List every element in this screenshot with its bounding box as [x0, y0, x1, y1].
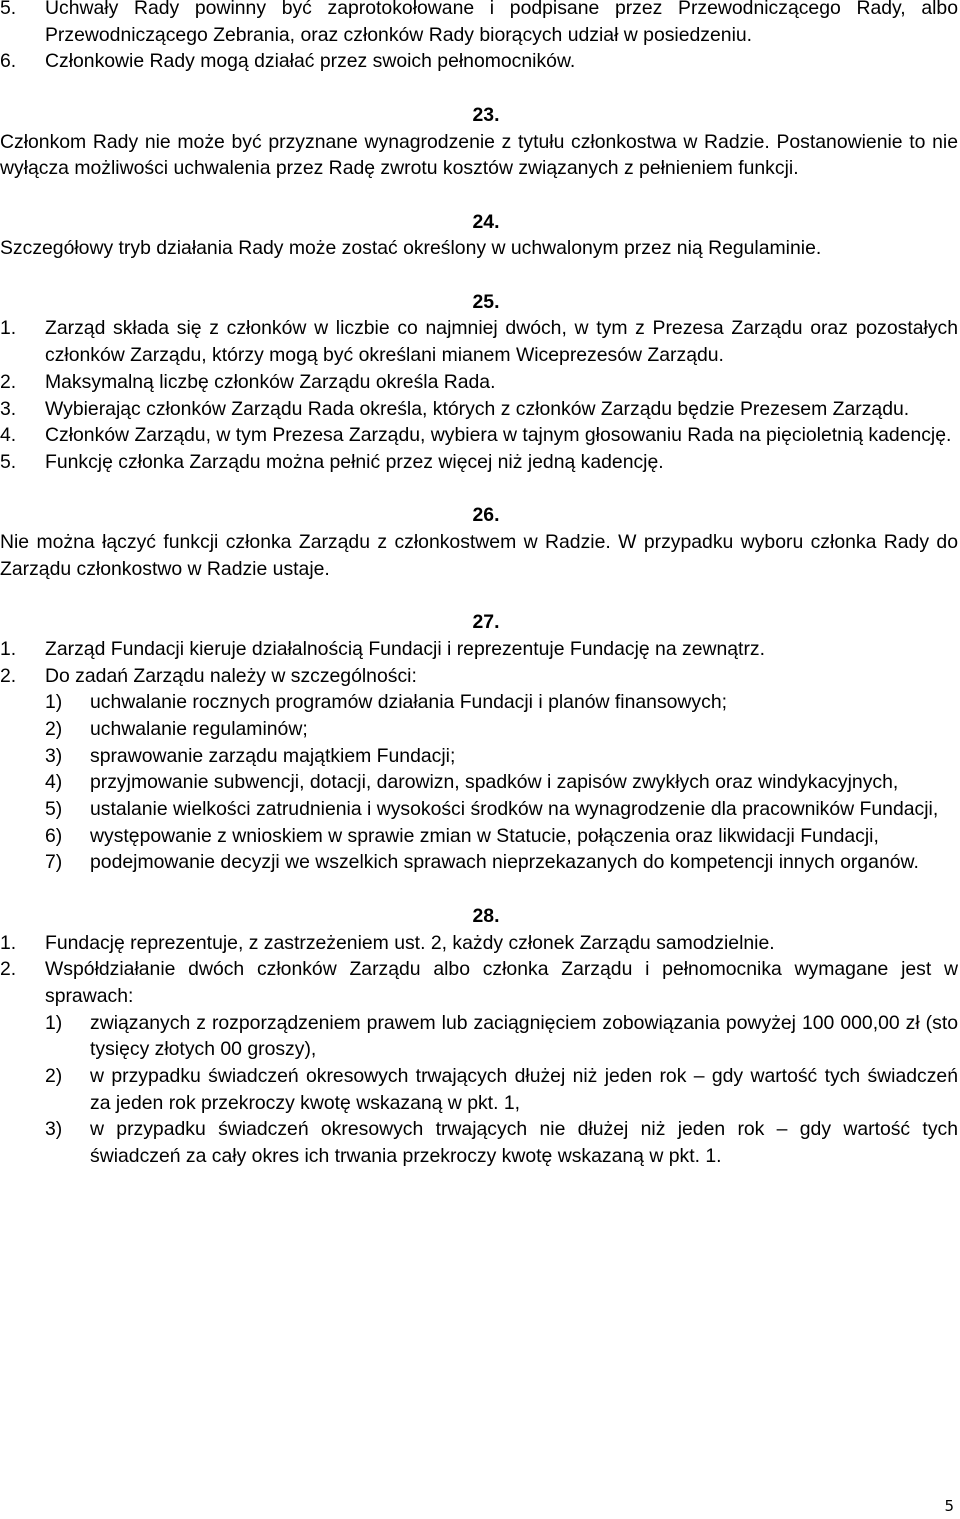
- list-item: [0, 422, 958, 449]
- sub-list-item: [45, 743, 958, 770]
- item-text: Członków Zarządu, w tym Prezesa Zarządu, wybiera w tajnym głosowaniu Rada na pięcioletnią kadencję.: [45, 424, 952, 447]
- sub-item-number: 6): [45, 824, 63, 847]
- paragraph: Członkom Rady nie może być przyznane wynagrodzenie z tytułu członkostwa w Radzie. Postanowienie to nie wyłącza możliwości uchwalenia przez Radę zwrotu kosztów związanych z pełnieniem funkcji.: [0, 130, 958, 180]
- item-number: 4.: [0, 424, 17, 447]
- item-text: Zarząd składa się z członków w liczbie co najmniej dwóch, w tym z Prezesa Zarządu oraz pozostałych członków Zarządu, którzy mogą być określani mianem Wiceprezesów Zarządu.: [45, 317, 958, 367]
- paragraph: Nie można łączyć funkcji członka Zarządu z członkostwem w Radzie. W przypadku wyboru członka Rady do Zarządu członkostwo w Radzie ustaje.: [0, 531, 958, 580]
- item-number: 5.: [0, 0, 17, 19]
- sub-list-item: [45, 1010, 958, 1063]
- section-heading: 23.: [472, 103, 500, 126]
- item-number: 2.: [0, 664, 17, 687]
- item-text: Fundację reprezentuje, z zastrzeżeniem ust. 2, każdy członek Zarządu samodzielnie.: [45, 931, 775, 954]
- item-number: 1.: [0, 317, 17, 340]
- item-text: Członkowie Rady mogą działać przez swoich pełnomocników.: [45, 50, 576, 73]
- sub-item-number: 1): [45, 1011, 63, 1034]
- section-heading: 25.: [472, 290, 500, 313]
- sub-item-number: 2): [45, 1065, 63, 1088]
- sub-list-item: [45, 1116, 958, 1169]
- sub-item-number: 1): [45, 691, 63, 714]
- item-number: 2.: [0, 370, 17, 393]
- sub-list-item: [45, 769, 958, 796]
- sub-item-text: uchwalanie regulaminów;: [90, 717, 308, 740]
- sub-item-number: 3): [45, 1118, 63, 1141]
- sub-item-number: 5): [45, 798, 63, 821]
- item-number: 1.: [0, 931, 17, 954]
- list-item: [0, 449, 958, 476]
- sub-item-number: 2): [45, 717, 63, 740]
- list-item: [0, 315, 958, 368]
- sub-list-item: [45, 849, 958, 876]
- item-text: Współdziałanie dwóch członków Zarządu albo członka Zarządu i pełnomocnika wymagane jest w sprawach:: [45, 958, 958, 1007]
- item-number: 2.: [0, 958, 17, 981]
- sub-item-text: w przypadku świadczeń okresowych trwających dłużej niż jeden rok – gdy wartość tych świadczeń za jeden rok przekroczy kwotę wskazaną w pkt. 1,: [90, 1065, 958, 1114]
- sub-item-text: podejmowanie decyzji we wszelkich sprawach nieprzekazanych do kompetencji innych organów.: [90, 851, 919, 874]
- sub-list-item: [45, 796, 958, 823]
- list-item: [0, 956, 958, 1009]
- item-text: Wybierając członków Zarządu Rada określa, których z członków Zarządu będzie Prezesem Zarządu.: [45, 397, 910, 420]
- sub-list-item: [45, 716, 958, 743]
- sub-item-text: uchwalanie rocznych programów działania Fundacji i planów finansowych;: [90, 691, 727, 714]
- sub-item-text: w przypadku świadczeń okresowych trwających nie dłużej niż jeden rok – gdy wartość tych świadczeń za cały okres ich trwania przekroczy kwotę wskazaną w pkt. 1.: [90, 1118, 958, 1168]
- item-number: 1.: [0, 637, 17, 660]
- list-item: [0, 0, 958, 48]
- item-text: Funkcję członka Zarządu można pełnić przez więcej niż jedną kadencję.: [45, 450, 664, 473]
- item-text: Zarząd Fundacji kieruje działalnością Fundacji i reprezentuje Fundację na zewnątrz.: [45, 637, 765, 660]
- item-number: 3.: [0, 397, 17, 420]
- section-heading: 28.: [472, 904, 500, 927]
- sub-list-item: [45, 689, 958, 716]
- paragraph: Szczegółowy tryb działania Rady może zostać określony w uchwalonym przez nią Regulaminie.: [0, 237, 822, 260]
- list-item: [0, 369, 958, 396]
- list-item: [0, 636, 958, 663]
- item-text: Uchwały Rady powinny być zaprotokołowane i podpisane przez Przewodniczącego Rady, albo Przewodniczącego Zebrania, oraz członków Rady biorących udział w posiedzeniu.: [45, 0, 958, 46]
- sub-item-text: występowanie z wnioskiem w sprawie zmian w Statucie, połączenia oraz likwidacji Fundacji,: [90, 824, 879, 847]
- sub-item-text: związanych z rozporządzeniem prawem lub zaciągnięciem zobowiązania powyżej 100 000,00 zł (sto tysięcy złotych 00 groszy),: [90, 1011, 958, 1061]
- section-heading: 27.: [472, 611, 500, 634]
- sub-item-number: 4): [45, 771, 63, 794]
- sub-item-text: sprawowanie zarządu majątkiem Fundacji;: [90, 744, 456, 767]
- item-number: 6.: [0, 50, 17, 73]
- item-text: Do zadań Zarządu należy w szczególności:: [45, 664, 417, 687]
- item-text: Maksymalną liczbę członków Zarządu określa Rada.: [45, 370, 496, 393]
- section-heading: 24.: [472, 210, 500, 233]
- page-number: 5: [944, 1497, 954, 1515]
- sub-item-number: 7): [45, 851, 63, 874]
- section-heading: 26.: [472, 504, 500, 527]
- sub-item-text: ustalanie wielkości zatrudnienia i wysokości środków na wynagrodzenie dla pracowników Fundacji,: [90, 798, 939, 821]
- sub-list-item: [45, 1063, 958, 1116]
- sub-item-text: przyjmowanie subwencji, dotacji, darowizn, spadków i zapisów zwykłych oraz windykacyjnych,: [90, 771, 899, 794]
- sub-list-item: [45, 823, 958, 850]
- list-item: [0, 48, 958, 75]
- list-item: [0, 396, 958, 423]
- list-item: [0, 663, 958, 690]
- list-item: [0, 930, 958, 957]
- sub-item-number: 3): [45, 744, 63, 767]
- item-number: 5.: [0, 450, 17, 473]
